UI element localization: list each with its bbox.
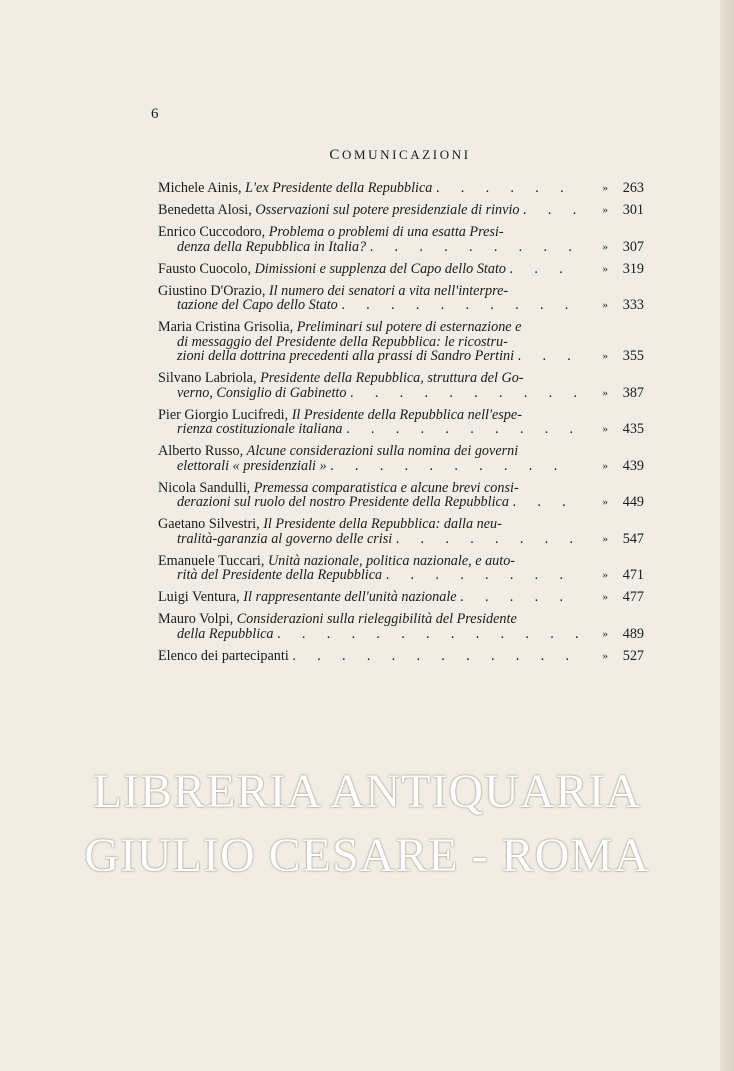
toc-entry — [158, 181, 644, 196]
toc-author: Pier Giorgio Lucifredi, — [158, 407, 292, 422]
toc-title: Preliminari sul potere di esternazione e — [296, 320, 522, 335]
toc-entry — [158, 225, 644, 254]
page-marker: » — [602, 627, 608, 640]
section-title-initial: C — [329, 147, 342, 163]
toc-page-number: 489 — [622, 625, 644, 642]
page-marker: » — [602, 496, 608, 508]
toc-title: Osservazioni sul potere presidenziale di rinvio — [255, 203, 520, 218]
toc-author: Gaetano Silvestri, — [158, 517, 264, 532]
page-marker: » — [602, 262, 608, 275]
page-marker: » — [602, 459, 608, 472]
toc-page-number: 471 — [622, 567, 644, 583]
toc-title: rienza costituzionale italiana — [177, 422, 343, 437]
toc-label: Elenco dei partecipanti — [158, 648, 289, 663]
toc-title: di messaggio del Presidente della Repubblica: le ricostru- — [177, 334, 508, 349]
toc-entry — [158, 649, 644, 664]
toc-entry-line — [158, 320, 578, 335]
section-title-rest: OMUNICAZIONI — [341, 147, 471, 162]
toc-entry — [158, 481, 644, 510]
toc-author: Michele Ainis, — [158, 181, 246, 196]
toc-author: Nicola Sandulli, — [158, 480, 254, 495]
toc-entry-line — [158, 422, 578, 437]
dot-leader — [514, 349, 578, 364]
toc-entry — [158, 590, 644, 605]
toc-entry-line — [158, 459, 578, 474]
toc-entry-line — [158, 444, 578, 459]
page-marker: » — [602, 569, 608, 581]
dot-leader — [506, 262, 578, 277]
toc-author: Fausto Cuocolo, — [158, 261, 255, 276]
page-marker: » — [602, 532, 608, 545]
toc-title: Il rappresentante dell'unità nazionale — [243, 590, 457, 605]
toc-title: Presidente della Repubblica, struttura del Go- — [260, 371, 524, 386]
toc-page-number: 263 — [622, 180, 644, 196]
toc-entry — [158, 408, 644, 437]
toc-author: Luigi Ventura, — [158, 590, 244, 605]
toc-entry — [158, 517, 644, 546]
toc-entry-line — [158, 225, 578, 240]
dot-leader — [457, 590, 578, 605]
toc-title: Problema o problemi di una esatta Presi- — [268, 225, 504, 240]
toc-entry-line — [158, 386, 578, 401]
dot-leader — [327, 459, 578, 474]
toc-entry-line — [158, 298, 578, 313]
toc-entry-line — [158, 371, 578, 386]
dot-leader — [274, 627, 578, 642]
toc-entry-line — [158, 284, 578, 299]
toc-title: Il numero dei senatori a vita nell'interpre- — [268, 283, 509, 298]
section-title — [0, 147, 734, 164]
dot-leader — [509, 495, 578, 510]
dot-leader — [343, 422, 578, 437]
toc-title: L'ex Presidente della Repubblica — [245, 181, 433, 196]
page-number: 6 — [151, 106, 159, 122]
toc-author: Alberto Russo, — [158, 444, 247, 459]
toc-entry-line — [158, 349, 578, 364]
toc-author: Silvano Labriola, — [158, 371, 261, 386]
toc-page-number: 435 — [622, 421, 644, 437]
toc-page-number: 477 — [622, 589, 644, 605]
toc-entry-line — [158, 262, 578, 277]
toc-title: tazione del Capo dello Stato — [177, 298, 338, 313]
toc-entry-line — [158, 335, 578, 350]
toc-title: Unità nazionale, politica nazionale, e auto- — [267, 553, 516, 568]
watermark: LIBRERIA ANTIQUARIA GIULIO CESARE - ROMA — [84, 765, 650, 882]
toc-entry-line — [158, 649, 578, 664]
toc-entry-line — [158, 590, 578, 605]
toc-title: della Repubblica — [177, 626, 274, 641]
toc-author: Mauro Volpi, — [158, 612, 237, 627]
toc-title: denza della Repubblica in Italia? — [177, 239, 367, 254]
dot-leader — [338, 298, 578, 313]
toc-entry-line — [158, 554, 578, 569]
dot-leader — [346, 386, 578, 401]
toc-entry-line — [158, 568, 578, 583]
toc-entry-line — [158, 627, 578, 642]
toc-entry — [158, 203, 644, 218]
dot-leader — [392, 532, 578, 547]
toc-entry-line — [158, 181, 578, 196]
toc-entry-line — [158, 408, 578, 423]
toc-title: Alcune considerazioni sulla nomina dei governi — [246, 444, 519, 459]
dot-leader — [519, 203, 578, 218]
dot-leader — [366, 240, 578, 255]
page-marker: » — [602, 299, 608, 311]
toc-author: Emanuele Tuccari, — [158, 553, 268, 568]
page-marker: » — [602, 423, 608, 435]
toc-entry — [158, 284, 644, 313]
toc-entry-line — [158, 481, 578, 496]
toc-entry-line — [158, 532, 578, 547]
toc-entry — [158, 371, 644, 400]
toc-author: Maria Cristina Grisolia, — [158, 320, 297, 335]
toc-entry-line — [158, 203, 578, 218]
page-marker: » — [602, 240, 608, 253]
toc-title: zioni della dottrina precedenti alla prassi di Sandro Pertini — [177, 349, 515, 364]
toc-page-number: 355 — [622, 348, 644, 364]
toc-title: elettorali « presidenziali » — [177, 458, 327, 473]
table-of-contents — [158, 181, 644, 671]
toc-title: Dimissioni e supplenza del Capo dello Stato — [254, 261, 506, 276]
toc-page-number: 333 — [622, 297, 644, 313]
toc-title: Considerazioni sulla rieleggibilità del Presidente — [236, 612, 517, 627]
toc-entry — [158, 320, 644, 364]
page-marker: » — [602, 204, 608, 216]
toc-title: Il Presidente della Repubblica: dalla neu- — [263, 517, 502, 532]
dot-leader — [382, 568, 578, 583]
toc-entry-line — [158, 517, 578, 532]
toc-author: Giustino D'Orazio, — [158, 283, 269, 298]
toc-entry — [158, 554, 644, 583]
toc-entry — [158, 612, 644, 641]
toc-title: verno, Consiglio di Gabinetto — [177, 385, 347, 400]
toc-author: Benedetta Alosi, — [158, 203, 256, 218]
page-marker: » — [602, 182, 608, 194]
toc-page-number: 527 — [622, 647, 644, 664]
toc-title: Il Presidente della Repubblica nell'espe- — [291, 407, 522, 422]
page-marker: » — [602, 386, 608, 399]
toc-author: Enrico Cuccodoro, — [158, 225, 269, 240]
toc-title: Premessa comparatistica e alcune brevi consi- — [253, 480, 519, 495]
dot-leader — [432, 181, 578, 196]
toc-page-number: 301 — [622, 202, 644, 218]
toc-entry — [158, 262, 644, 277]
toc-page-number: 547 — [622, 530, 644, 547]
toc-entry-line — [158, 495, 578, 510]
toc-title: rità del Presidente della Repubblica — [177, 568, 383, 583]
page-marker: » — [602, 350, 608, 362]
toc-title: tralità-garanzia al governo delle crisi — [177, 531, 393, 546]
toc-title: derazioni sul ruolo del nostro Presidente della Repubblica — [177, 495, 509, 510]
page-marker: » — [602, 649, 608, 662]
toc-entry — [158, 444, 644, 473]
toc-page-number: 449 — [622, 494, 644, 510]
toc-page-number: 387 — [622, 384, 644, 401]
toc-page-number: 439 — [622, 457, 644, 474]
toc-page-number: 307 — [622, 238, 644, 255]
page-marker: » — [602, 591, 608, 603]
toc-entry-line — [158, 240, 578, 255]
toc-entry-line — [158, 612, 578, 627]
dot-leader — [289, 649, 578, 664]
toc-page-number: 319 — [622, 260, 644, 277]
